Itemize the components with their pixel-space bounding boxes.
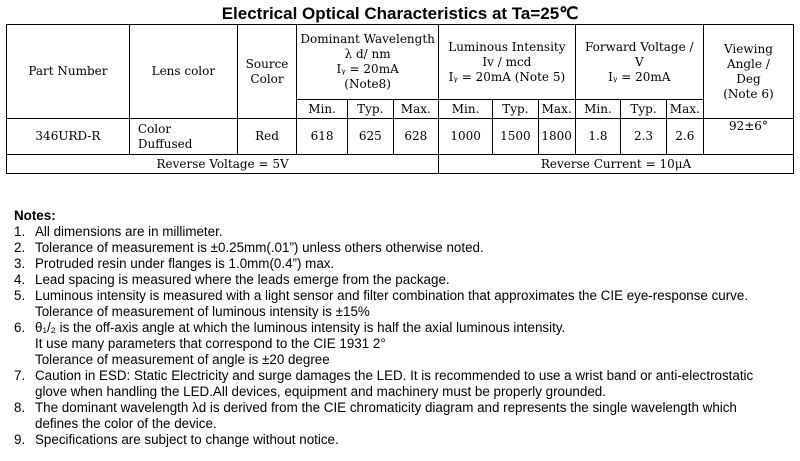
subheader-min: Min. <box>297 100 348 119</box>
subheader-max: Max. <box>666 100 703 119</box>
note-number: 1. <box>14 224 26 239</box>
note-text: Caution in ESD: Static Electricity and surge damages the LED. It is recommended to use a wrist band or anti-electrostatic <box>35 368 754 383</box>
header-viewing-angle: Viewing Angle / Deg (Note 6) <box>703 25 793 119</box>
note-item <box>14 368 794 400</box>
table-row <box>7 119 794 155</box>
cell-wavelength-max: 628 <box>393 119 439 155</box>
note-number: 3. <box>14 256 26 271</box>
header-dominant-wavelength: Dominant Wavelength λ d/ nm Iᵧ = 20mA (Note8) <box>297 25 439 100</box>
note-text: It use many parameters that correspond to the CIE 1931 2° <box>35 336 386 351</box>
cell-wavelength-typ: 625 <box>348 119 394 155</box>
note-item <box>14 432 794 448</box>
note-text: Luminous intensity is measured with a light sensor and filter combination that approximates the CIE eye-response curve. <box>35 288 749 303</box>
note-item <box>14 272 794 288</box>
cell-voltage-min: 1.8 <box>575 119 621 155</box>
cell-intensity-min: 1000 <box>439 119 493 155</box>
note-number: 5. <box>14 288 26 303</box>
subheader-typ: Typ. <box>621 100 667 119</box>
cell-intensity-typ: 1500 <box>493 119 539 155</box>
note-number: 6. <box>14 320 26 335</box>
header-lens-color: Lens color <box>129 25 237 119</box>
note-item <box>14 240 794 256</box>
cell-voltage-max: 2.6 <box>666 119 703 155</box>
note-item <box>14 224 794 240</box>
reverse-current: Reverse Current = 10μA <box>439 155 794 174</box>
notes-list <box>14 224 794 448</box>
note-item <box>14 400 794 432</box>
note-text: Lead spacing is measured where the leads emerge from the package. <box>35 272 450 287</box>
note-number: 4. <box>14 272 26 287</box>
cell-voltage-typ: 2.3 <box>621 119 667 155</box>
header-forward-voltage: Forward Voltage / V Iᵧ = 20mA <box>575 25 703 100</box>
subheader-max: Max. <box>538 100 575 119</box>
note-item <box>14 288 794 320</box>
note-text: defines the color of the device. <box>35 416 217 431</box>
cell-lens-color: Color Duffused <box>129 119 237 155</box>
notes-section <box>14 208 794 448</box>
cell-source-color: Red <box>237 119 296 155</box>
subheader-typ: Typ. <box>493 100 539 119</box>
note-text: All dimensions are in millimeter. <box>35 224 223 239</box>
note-number: 9. <box>14 432 26 447</box>
header-luminous-intensity: Luminous Intensity Iv / mcd Iᵧ = 20mA (Note 5) <box>439 25 576 100</box>
note-number: 2. <box>14 240 26 255</box>
subheader-typ: Typ. <box>348 100 394 119</box>
note-text: Specifications are subject to change without notice. <box>35 432 339 447</box>
header-part-number: Part Number <box>7 25 130 119</box>
reverse-voltage: Reverse Voltage = 5V <box>7 155 439 174</box>
note-item <box>14 320 794 368</box>
cell-part-number: 346URD-R <box>7 119 130 155</box>
subheader-max: Max. <box>393 100 439 119</box>
note-text: Tolerance of measurement of luminous intensity is ±15% <box>35 304 370 319</box>
notes-heading: Notes: <box>14 208 56 223</box>
note-text: Tolerance of measurement is ±0.25mm(.01”) unless others otherwise noted. <box>35 240 484 255</box>
note-number: 7. <box>14 368 26 383</box>
cell-viewing-angle: 92±6° <box>703 119 793 155</box>
note-text: Tolerance of measurement of angle is ±20 degree <box>35 352 330 367</box>
note-text: Protruded resin under flanges is 1.0mm(0.4”) max. <box>35 256 335 271</box>
note-text: glove when handling the LED.All devices, equipment and machinery must be properly grounded. <box>35 384 606 399</box>
note-text: θ₁/₂ is the off-axis angle at which the luminous intensity is half the axial luminous intensity. <box>35 320 566 335</box>
note-text: The dominant wavelength λd is derived from the CIE chromaticity diagram and represents the single wavelength which <box>35 400 737 415</box>
subheader-min: Min. <box>575 100 621 119</box>
page-title: Electrical Optical Characteristics at Ta=25℃ <box>221 4 579 23</box>
subheader-min: Min. <box>439 100 493 119</box>
header-source-color: Source Color <box>237 25 296 119</box>
note-number: 8. <box>14 400 26 415</box>
characteristics-table <box>6 24 794 174</box>
cell-intensity-max: 1800 <box>538 119 575 155</box>
note-item <box>14 256 794 272</box>
cell-wavelength-min: 618 <box>297 119 348 155</box>
